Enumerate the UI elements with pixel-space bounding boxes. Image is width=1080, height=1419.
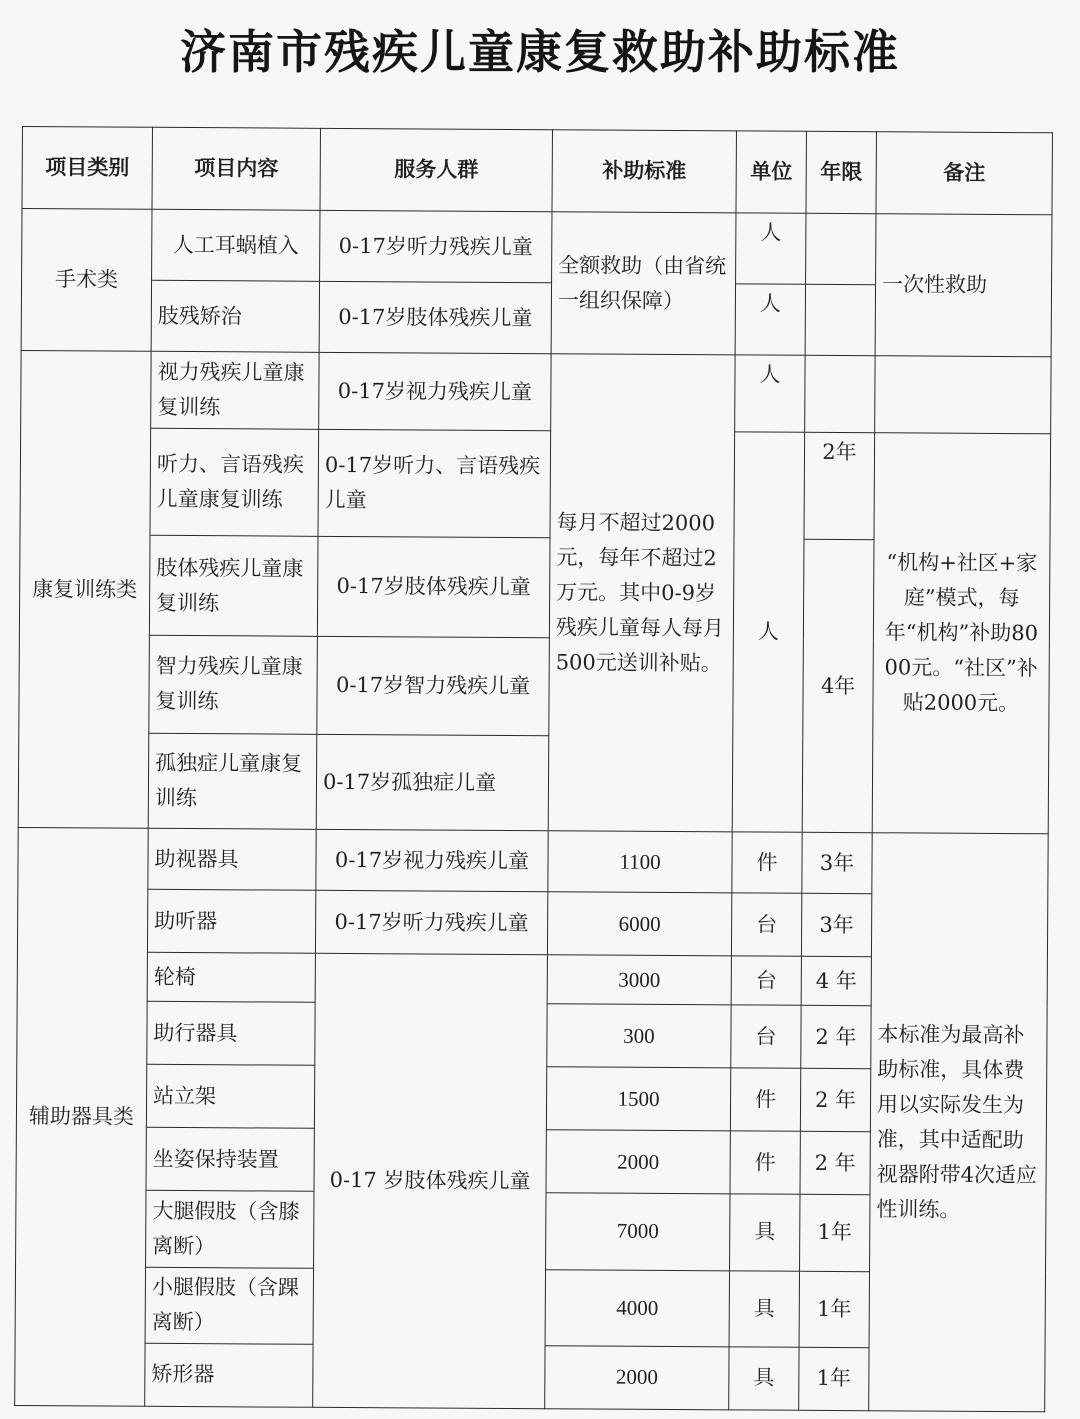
cell-content: 小腿假肢（含踝离断） xyxy=(145,1267,313,1344)
cell-content: 助行器具 xyxy=(147,1001,315,1065)
cell-standard: 4000 xyxy=(545,1269,729,1346)
header-remark: 备注 xyxy=(876,132,1052,215)
cell-standard: 1500 xyxy=(546,1067,730,1131)
header-population: 服务人群 xyxy=(320,128,552,211)
cell-unit: 人 xyxy=(732,431,804,832)
cell-population: 0-17岁视力残疾儿童 xyxy=(319,353,551,431)
cell-unit: 件 xyxy=(732,832,802,893)
cell-population: 0-17岁听力残疾儿童 xyxy=(320,210,552,283)
cell-population: 0-17岁肢体残疾儿童 xyxy=(319,282,551,355)
cell-years: 3年 xyxy=(801,894,871,957)
cell-standard: 2000 xyxy=(546,1130,730,1194)
cell-standard: 1100 xyxy=(548,831,732,893)
cell-remark: 一次性救助 xyxy=(875,214,1052,357)
cell-content: 大腿假肢（含膝离断） xyxy=(146,1191,314,1268)
category-rehab: 康复训练类 xyxy=(18,351,151,829)
category-surgery: 手术类 xyxy=(21,209,152,352)
cell-content: 视力残疾儿童康复训练 xyxy=(151,352,319,429)
table-header-row xyxy=(22,127,1052,215)
cell-unit: 具 xyxy=(729,1270,799,1347)
cell-population: 0-17 岁肢体残疾儿童 xyxy=(313,954,548,1409)
cell-years: 1年 xyxy=(799,1271,869,1348)
table-row xyxy=(20,427,1051,541)
cell-years: 4 年 xyxy=(801,957,871,1006)
cell-years: 1年 xyxy=(800,1195,870,1272)
header-content: 项目内容 xyxy=(152,127,320,210)
cell-years: 2 年 xyxy=(801,1005,871,1068)
cell-unit: 具 xyxy=(730,1194,800,1271)
cell-standard: 6000 xyxy=(547,892,731,956)
cell-content: 肢残矫治 xyxy=(151,280,319,352)
table-row xyxy=(21,351,1051,434)
cell-content: 智力残疾儿童康复训练 xyxy=(149,635,318,734)
cell-content: 听力、言语残疾儿童康复训练 xyxy=(150,428,319,537)
cell-unit: 具 xyxy=(729,1347,799,1411)
table-row xyxy=(18,828,1048,895)
header-standard: 补助标准 xyxy=(552,130,736,213)
cell-years: 1年 xyxy=(799,1347,869,1411)
cell-unit: 台 xyxy=(731,893,801,956)
cell-unit: 人 xyxy=(735,355,805,432)
table-row xyxy=(22,209,1052,286)
cell-content: 人工耳蜗植入 xyxy=(152,209,320,281)
header-unit: 单位 xyxy=(736,131,806,213)
cell-unit: 人 xyxy=(736,213,806,285)
cell-unit: 人 xyxy=(735,284,805,356)
cell-population: 0-17岁听力残疾儿童 xyxy=(315,891,547,955)
cell-remark: 本标准为最高补助标准，具体费用以实际发生为准，其中适配助视器附带4次适应性训练。 xyxy=(869,833,1049,1412)
cell-remark: “机构+社区+家庭”模式，每年“机构”补助8000元。“社区”补贴2000元。 xyxy=(872,432,1050,834)
cell-unit: 件 xyxy=(730,1068,800,1131)
cell-content: 矫形器 xyxy=(145,1343,313,1407)
cell-population: 0-17岁肢体残疾儿童 xyxy=(317,537,550,638)
cell-years: 2 年 xyxy=(800,1132,870,1195)
cell-years: 2 年 xyxy=(800,1069,870,1132)
cell-standard: 每月不超过2000元，每年不超过2万元。其中0-9岁残疾儿童每人每月500元送训补贴。 xyxy=(548,354,735,832)
cell-content: 孤独症儿童康复训练 xyxy=(148,733,317,830)
cell-remark-empty xyxy=(875,356,1051,433)
cell-years-empty xyxy=(806,213,876,285)
cell-years-empty xyxy=(805,284,875,356)
cell-standard: 2000 xyxy=(545,1346,729,1410)
cell-content: 站立架 xyxy=(146,1065,314,1129)
header-years: 年限 xyxy=(806,131,876,213)
category-aids: 辅助器具类 xyxy=(15,828,149,1406)
cell-population: 0-17岁孤独症儿童 xyxy=(316,734,549,831)
cell-years: 3年 xyxy=(802,833,872,894)
cell-content: 助视器具 xyxy=(148,829,316,891)
cell-standard: 300 xyxy=(547,1004,731,1068)
cell-unit: 件 xyxy=(730,1131,800,1194)
cell-content: 坐姿保持装置 xyxy=(146,1128,314,1192)
cell-standard: 3000 xyxy=(547,955,731,1005)
cell-years: 2年 xyxy=(804,432,875,540)
cell-standard: 7000 xyxy=(546,1193,730,1270)
cell-content: 肢体残疾儿童康复训练 xyxy=(149,536,318,637)
cell-unit: 台 xyxy=(731,1005,801,1068)
cell-standard: 全额救助（由省统一组织保障） xyxy=(551,212,736,355)
cell-population: 0-17岁视力残疾儿童 xyxy=(316,830,548,892)
page-title: 济南市残疾儿童康复救助补助标准 xyxy=(180,25,900,79)
cell-content: 助听器 xyxy=(147,890,315,954)
cell-years-empty xyxy=(805,356,875,433)
subsidy-table xyxy=(14,126,1053,1412)
cell-unit: 台 xyxy=(731,956,801,1005)
cell-population: 0-17岁听力、言语残疾儿童 xyxy=(318,429,551,538)
cell-population: 0-17岁智力残疾儿童 xyxy=(317,636,550,735)
header-category: 项目类别 xyxy=(22,127,152,210)
cell-content: 轮椅 xyxy=(147,953,315,1003)
cell-years: 4年 xyxy=(802,540,874,833)
